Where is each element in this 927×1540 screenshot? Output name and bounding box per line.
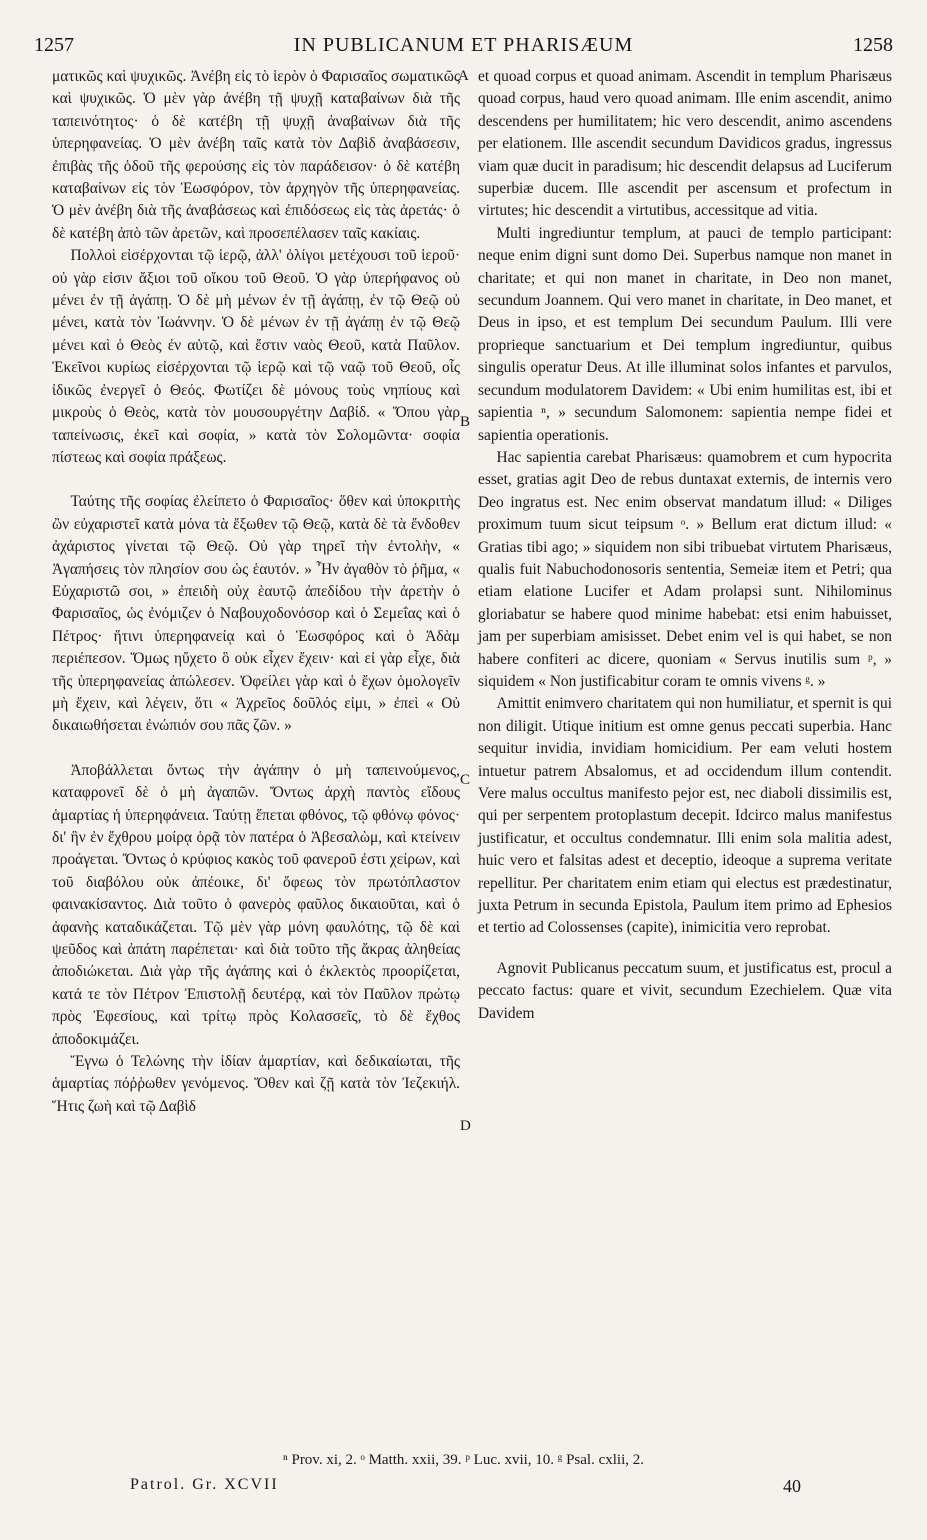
volume-signature: Patrol. Gr. XCVII xyxy=(130,1476,279,1493)
latin-paragraph: Hac sapientia carebat Pharisæus: quamobrem et cum hypocrita esset, gratias agit Deo de rebus duntaxat externis, de internis vero Deo ingratus est. Nec enim observat mandatum illud: « Diliges proximum tuum sicut teipsum ᵒ. » Bellum erat dictum illud: « Gratias tibi ago; » siquidem non sibi tribuebat virtutem Pharisæus, qualis fuit Nabuchodonosoris sententia, Semeiæ item et Petri; qua etiam elatione Lucifer et Adam prolapsi sunt. Nihilominus gloriabatur se habere quod minime habebat: etsi enim habuisset, jam per superbiam amisisset. Debet enim vel is qui habet, se non habere confiteri ac dicere, quoniam « Servus inutilis sum ᵖ, » siquidem « Non justificabitur coram te omnis vivens ᵍ. » xyxy=(478,448,892,690)
greek-paragraph: Ταύτης τῆς σοφίας ἐλείπετο ὁ Φαρισαῖος· ὅθεν καὶ ὑποκριτὴς ὢν εὐχαριστεῖ κατὰ μόνα τὰ ἔξωθεν τῷ Θεῷ, κατὰ δὲ τὰ ἔνδοθεν ἀχάριστος γίνεται τῷ Θεῷ. Οὐ γὰρ τηρεῖ τὴν ἐντολὴν, « Ἀγαπήσεις τὸν πλησίον σου ὡς ἑαυτόν. » Ἦν ἀγαθὸν τὸ ῥῆμα, « Εὐχαριστῶ σοι, » ἐπειδὴ οὐχ ἑαυτῷ ἀπεδίδου τὴν ἀρετὴν ὁ Φαρισαῖος, ὡς ἐνόμιζεν ὁ Ναβουχοδονόσορ καὶ ὁ Σεμεΐας καὶ ὁ Πέτρος· ἥτινι ὑπερηφανείᾳ καὶ ὁ Ἑωσφόρος καὶ ὁ Ἀδὰμ περιέπεσον. Ὅμως ηὔχετο ὃ οὐκ εἶχεν ἔχειν· καὶ εἰ γὰρ εἶχε, διὰ τῆς ὑπερηφανείας ἀπώλεσεν. Ὀφείλει γὰρ καὶ ὁ ἔχων ὁμολογεῖν μὴ ἔχειν, καὶ λέγειν, ὅτι « Ἀχρεῖος δοῦλός εἰμι, » ἐπεὶ « Οὐ δικαιωθήσεται ἐνώπιόν σου πᾶς ζῶν. » xyxy=(52,493,460,735)
section-marker-d: D xyxy=(460,1118,471,1134)
running-title: IN PUBLICANUM ET PHARISÆUM xyxy=(293,34,634,56)
latin-paragraph: Amittit enimvero charitatem qui non humiliatur, et spernit is qui non diligit. Utique initium est omne genus peccati superbia. Hanc sequitur invidia, invidiam homicidium. Per eam veluti hostem intuetur patrem Absalomus, et ad occidendum illum contendit. Vere malus occultus manifesto pejor est, nec diaboli dissimilis est, qui per serpentem protoplastum decepit. Idcirco malus manifestus justificatur, et occultus condemnatur. Illi enim sola malitia adest, huic vero et falsitas adest et deceptio, ideoque a suprema veritate repellitur. Per charitatem enim etiam qui electus est prædestinatur, juxta Petrum in secunda Epistola, Paulum item primo ad Ephesios et tertio ad Colossenses (capite), inimicitia vero reprobat. xyxy=(478,695,892,937)
sheet-number: 40 xyxy=(783,1476,801,1496)
latin-column xyxy=(478,66,892,1025)
latin-paragraph: Multi ingrediuntur templum, at pauci de templo participant: neque enim digni sunt domo Dei. Superbus namque non manet in charitate; et qui non manet in charitate, in Deo non manet, secundum Joannem. Qui vero manet in charitate, in Deo manet, et Deus in ipso, et est templum Dei secundum Paulum. Illi vere proprieque sanctuarium et Dei templum ingrediuntur, quibus singulis operatur Deus. At ille illuminat solos infantes et parvulos, secundum modulatorem Davidem: « Ubi enim humilitas est, ibi et sapientia ⁿ, » secundum Salomonem: sapientia nempe fidei et sapientia operationis. xyxy=(478,224,892,444)
greek-column xyxy=(52,66,460,1118)
greek-paragraph: ματικῶς καὶ ψυχικῶς. Ἀνέβη εἰς τὸ ἱερὸν ὁ Φαρισαῖος σωματικῶς καὶ ψυχικῶς. Ὁ μὲν γὰρ ἀνέβη τῇ ψυχῇ καταβαίνων διὰ τῆς ταπεινότητος· ὁ δὲ κατέβη τῇ ψυχῇ ἀναβαίνων διὰ τῆς ὑπερηφανείας. Ὁ μὲν ἀνέβη ταῖς κατὰ τὸν Δαβὶδ ἀναβάσεσιν, ἐπιβὰς τῆς ὁδοῦ τῆς φερούσης εἰς τὸν παράδεισον· ὁ δὲ κατέβη καταβαίνων εἰς τὸν Ἑωσφόρον, τὸν ἀρχηγὸν τῆς ὑπερηφανείας. Ὁ μὲν ἀνέβη διὰ τῆς ἀναβάσεως καὶ ἐπιδόσεως εἰς τὰς ἀρετάς· ὁ δὲ κατέβη ἀπὸ τῶν ἀρετῶν, καὶ προσεπέλασεν ταῖς κακίαις. xyxy=(52,68,460,242)
greek-paragraph: Πολλοὶ εἰσέρχονται τῷ ἱερῷ, ἀλλ' ὀλίγοι μετέχουσι τοῦ ἱεροῦ· οὐ γὰρ εἰσιν ἄξιοι τοῦ οἴκου τοῦ Θεοῦ. Ὁ γὰρ ὑπερήφανος οὐ μένει ἐν τῇ ἀγάπῃ. Ὁ δὲ μὴ μένων ἐν τῇ ἀγάπῃ, ἐν τῷ Θεῷ οὐ μένει, κατὰ τὸν Ἰωάννην. Ὁ δὲ μένων ἐν τῇ ἀγάπῃ ἐν τῷ Θεῷ μένει καὶ ὁ Θεὸς ἐν αὐτῷ, καὶ ἔστιν ναὸς Θεοῦ, κατὰ Παῦλον. Ἐκεῖνοι κυρίως εἰσέρχονται τῷ ἱερῷ καὶ τῷ ναῷ τοῦ Θεοῦ, οἷς ἰδικῶς ἐνεργεῖ ὁ Θεός. Φωτίζει δὲ μόνους τοὺς νηπίους καὶ μικροὺς ὁ Θεὸς, κατὰ τὸν μουσουργέτην Δαβίδ. « Ὅπου γὰρ ταπείνωσις, ἐκεῖ καὶ σοφία, » κατὰ τὸν Σολομῶντα· σοφία πίστεως καὶ σοφία πράξεως. xyxy=(52,247,460,466)
running-head xyxy=(34,34,893,64)
latin-paragraph: Agnovit Publicanus peccatum suum, et justificatus est, procul a peccato factus: quare et vivit, secundum Ezechielem. Quæ vita Davidem xyxy=(478,959,892,1022)
greek-paragraph: Ἔγνω ὁ Τελώνης τὴν ἰδίαν ἁμαρτίαν, καὶ δεδικαίωται, τῆς ἁμαρτίας πόῤῥωθεν γενόμενος. Ὅθεν καὶ ζῇ κατὰ τὸν Ἰεζεκιήλ. Ἥτις ζωὴ καὶ τῷ Δαβὶδ xyxy=(52,1053,460,1115)
greek-paragraph: Ἀποβάλλεται ὄντως τὴν ἀγάπην ὁ μὴ ταπεινούμενος, καταφρονεῖ δὲ ὁ μὴ ἀγαπῶν. Ὄντως ἀρχὴ παντὸς εἴδους ἁμαρτίας ἡ ὑπερηφάνεια. Ταύτῃ ἕπεται φθόνος, τῷ φθόνῳ φόνος· δι' ἣν ἐν ἔχθρου μοίρᾳ ὁρᾷ τὸν πατέρα ὁ Ἀβεσαλὼμ, καὶ κτείνειν προάγεται. Ὄντως ὁ κρύφιος κακὸς τοῦ φανεροῦ ἐστι χείρων, καὶ τοῦ διαβόλου οὐκ ἀπέοικε, δι' ὄφεως τὸν πρωτόπλαστον φαινακίσαντος. Διὰ τοῦτο ὁ φανερὸς φαῦλος δικαιοῦται, καὶ ὁ ἀφανὴς καταδικάζεται. Τῷ μὲν γὰρ μόνη φαυλότης, τῷ δὲ καὶ ψεῦδος καὶ ἀπάτη παρέπεται· καὶ διὰ τοῦτο τῆς ἄκρας ἀληθείας ἀποδιώκεται. Διὰ γὰρ τῆς ἀγάπης καὶ ὁ ἐκλεκτὸς προορίζεται, κατά τε τὸν Πέτρον Ἐπιστολῇ δευτέρᾳ, καὶ τὸν Παῦλον πρώτῳ πρὸς Ἐφεσίους, καὶ τρίτῳ πρὸς Κολασσεῖς, τὸ δὲ ἔχθος ἀποδοκιμάζει. xyxy=(52,761,460,1048)
latin-paragraph: et quoad corpus et quoad animam. Ascendit in templum Pharisæus quoad corpus, haud vero quoad animam. Ille enim ascendit, animo descendens per humilitatem; hic vero descendit, animo ascendens per elationem. Ille ascendit secundum Davidicos gradus, ingressus viam quæ ducit in paradisum; hic descendit delapsus ad Luciferum superbiæ ducem. Ille ascendit per ascensum et profectum in virtutes; hic descendit a virtutibus, accessitque ad vitia. xyxy=(478,68,892,220)
section-marker-a: A xyxy=(458,68,469,84)
left-page-number: 1257 xyxy=(34,34,74,56)
footnotes: ⁿ Prov. xi, 2. ᵒ Matth. xxii, 39. ᵖ Luc. xvii, 10. ᵍ Psal. cxlii, 2. xyxy=(283,1452,644,1468)
section-marker-c: C xyxy=(460,772,471,788)
right-page-number: 1258 xyxy=(853,34,893,56)
section-marker-b: B xyxy=(460,414,471,430)
